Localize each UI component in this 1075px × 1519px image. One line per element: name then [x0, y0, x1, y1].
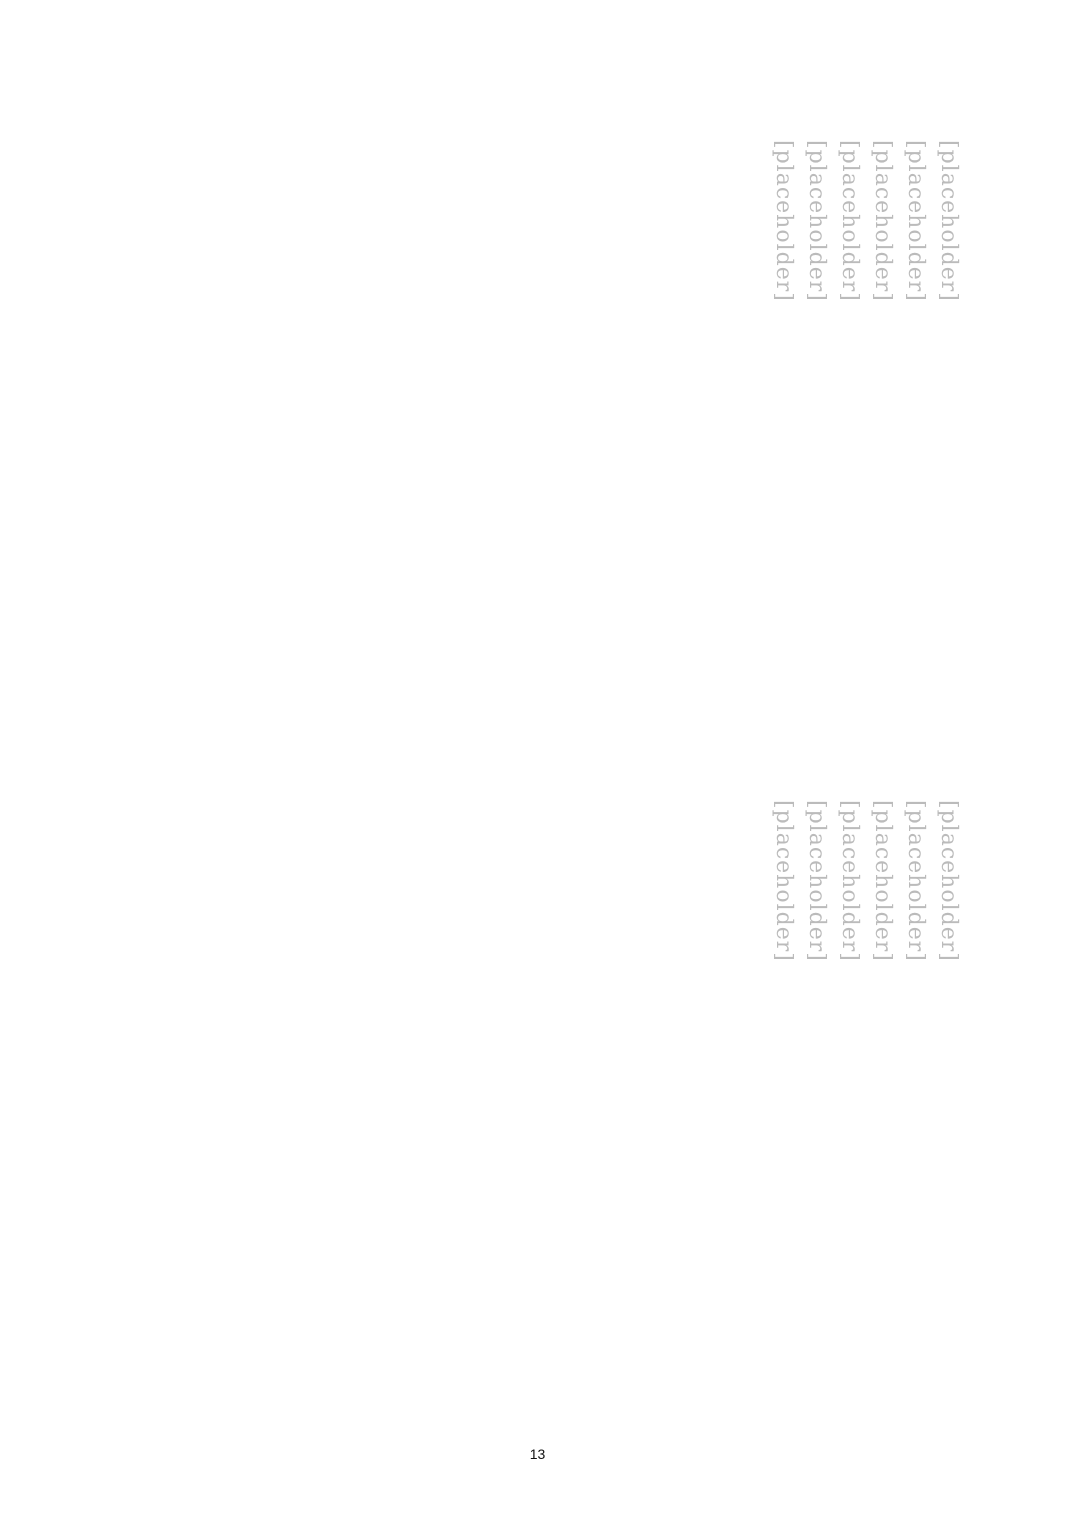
text-line: [placeholder]	[771, 800, 796, 962]
text-line: [placeholder]	[804, 800, 829, 962]
text-line: [placeholder]	[837, 140, 862, 302]
text-line: [placeholder]	[837, 800, 862, 962]
text-line: [placeholder]	[771, 140, 796, 302]
text-block-top	[105, 140, 965, 700]
text-line: [placeholder]	[936, 800, 961, 962]
text-line: [placeholder]	[870, 140, 895, 302]
text-block-bottom	[105, 800, 965, 1390]
text-line: [placeholder]	[903, 140, 928, 302]
page-number: 13	[529, 1446, 546, 1462]
text-line: [placeholder]	[936, 140, 961, 302]
text-line: [placeholder]	[870, 800, 895, 962]
text-line: [placeholder]	[804, 140, 829, 302]
text-line: [placeholder]	[903, 800, 928, 962]
